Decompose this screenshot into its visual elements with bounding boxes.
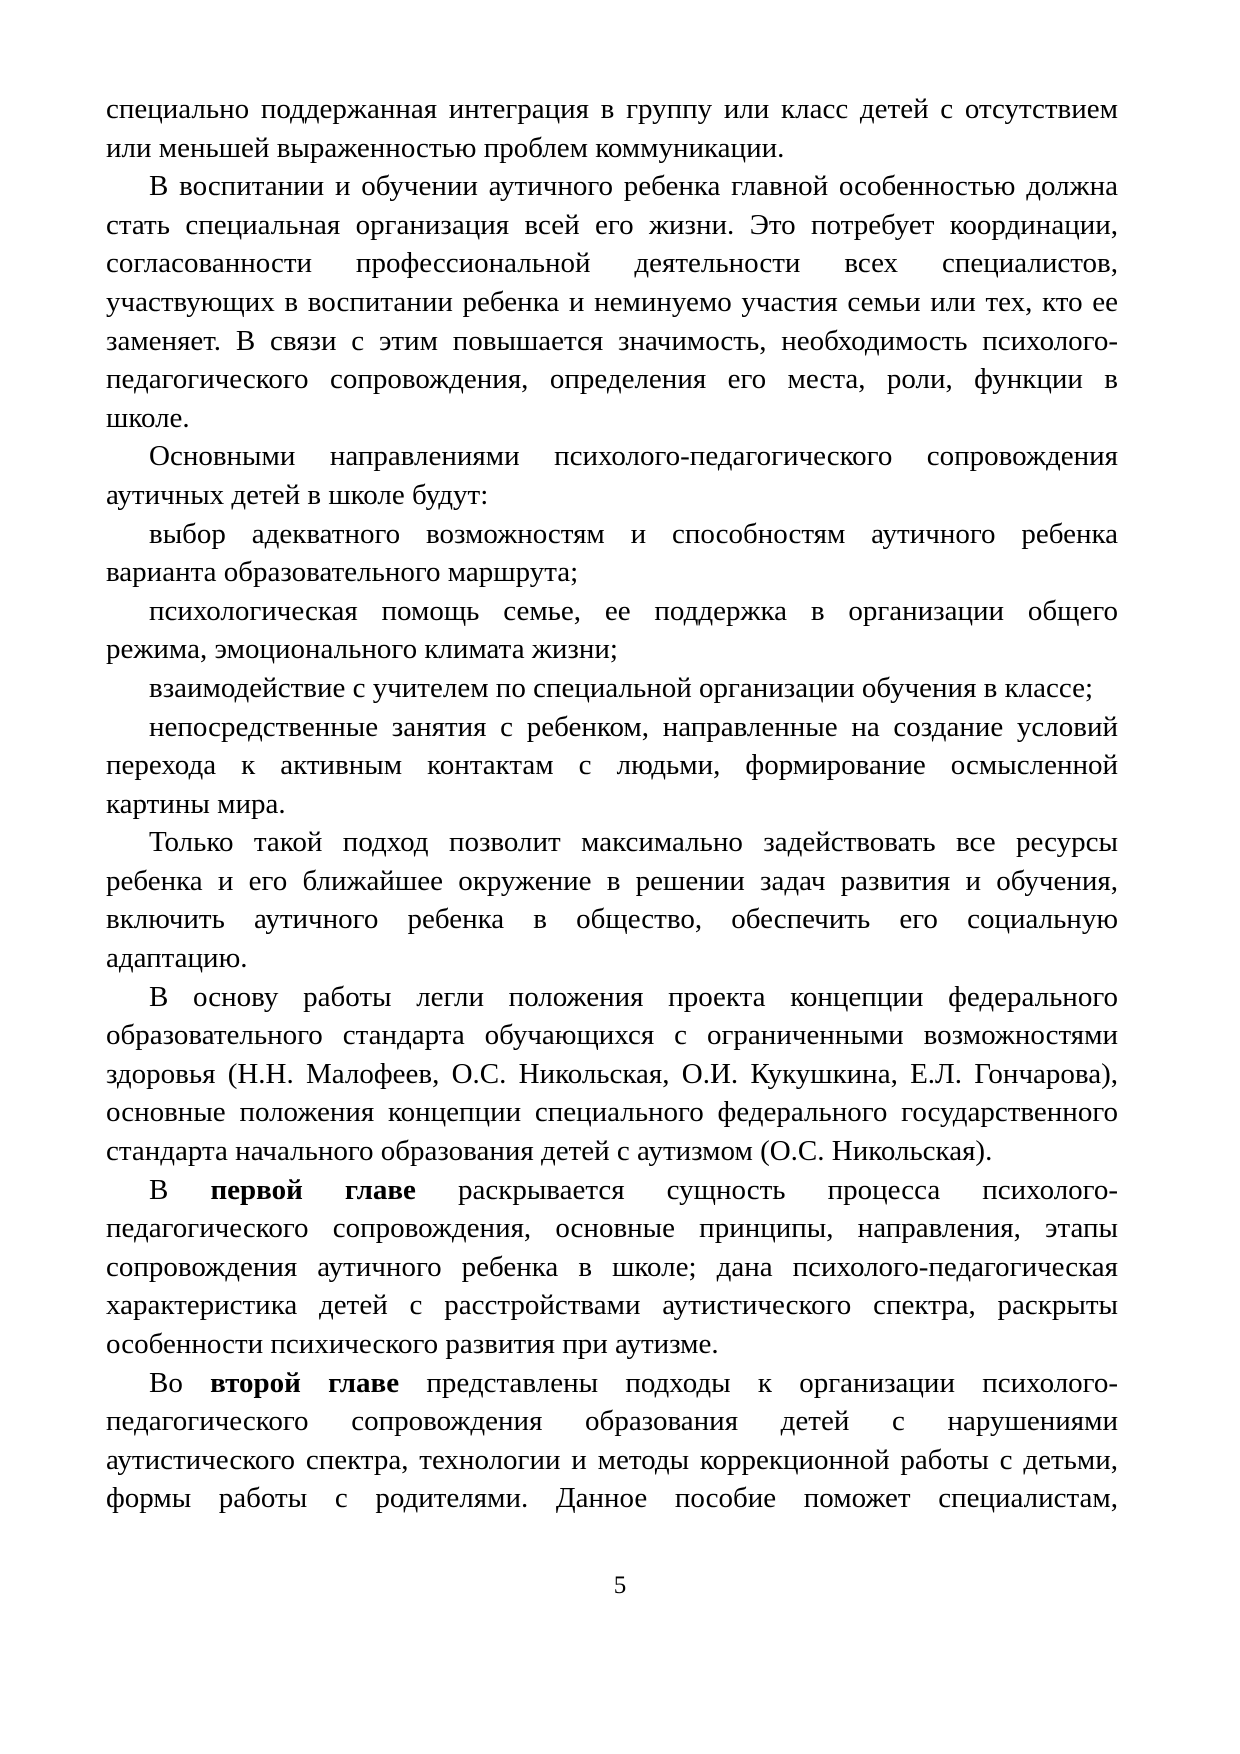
text-line	[106, 1093, 1118, 1132]
text-line	[106, 360, 1118, 399]
text-segment: представлены подходы к организации психолого-	[399, 1366, 1118, 1399]
text-line	[106, 900, 1118, 939]
text-segment: В основу работы легли положения проекта концепции федерального	[149, 980, 1118, 1013]
bold-text: второй главе	[210, 1366, 400, 1399]
text-segment: педагогического сопровождения, определения его места, роли, функции в	[106, 363, 1118, 396]
text-segment: В воспитании и обучении аутичного ребенка главной особенностью должна	[149, 170, 1118, 203]
text-segment: сопровождения аутичного ребенка в школе; дана психолого-педагогическая	[106, 1250, 1118, 1283]
text-segment: особенности психического развития при аутизме.	[106, 1328, 719, 1360]
text-line	[106, 1132, 1118, 1171]
text-segment: аутичных детей в школе будут:	[106, 478, 489, 511]
text-line	[106, 746, 1118, 785]
text-segment: раскрывается сущность процесса психолого-	[415, 1173, 1118, 1206]
page-number: 5	[613, 1572, 627, 1599]
text-line	[106, 1402, 1118, 1441]
text-segment: или меньшей выраженностью проблем коммуникации.	[106, 131, 785, 164]
text-segment: согласованности профессиональной деятельности всех специалистов,	[106, 247, 1118, 280]
text-segment: характеристика детей с расстройствами аутистического спектра, раскрыты	[106, 1289, 1118, 1322]
text-line	[106, 206, 1118, 245]
text-segment: стать специальная организация всей его жизни. Это потребует координации,	[106, 208, 1118, 241]
text-line	[106, 785, 1118, 824]
text-line	[106, 399, 1118, 438]
text-line	[106, 1286, 1118, 1325]
text-segment: включить аутичного ребенка в общество, обеспечить его социальную	[106, 903, 1118, 936]
text-line	[106, 1479, 1118, 1518]
text-line	[106, 592, 1118, 631]
text-line	[106, 1364, 1118, 1403]
text-line	[106, 1055, 1118, 1094]
text-segment: педагогического сопровождения образования детей с нарушениями	[106, 1405, 1118, 1438]
text-segment: участвующих в воспитании ребенка и неминуемо участия семьи или тех, кто ее	[106, 285, 1118, 318]
text-line	[106, 1441, 1118, 1480]
text-line	[106, 322, 1118, 361]
text-line	[106, 939, 1118, 978]
text-line	[106, 437, 1118, 476]
text-segment: Во	[149, 1366, 211, 1399]
text-segment: взаимодействие с учителем по специальной организации обучения в классе;	[149, 671, 1094, 704]
text-segment: здоровья (Н.Н. Малофеев, О.С. Никольская, О.И. Кукушкина, Е.Л. Гончарова),	[106, 1057, 1118, 1090]
text-segment: выбор адекватного возможностям и способностям аутичного ребенка	[149, 517, 1118, 550]
text-segment: ребенка и его ближайшее окружение в решении задач развития и обучения,	[106, 864, 1118, 897]
text-segment: стандарта начального образования детей с аутизмом (О.С. Никольская).	[106, 1135, 993, 1168]
text-segment: аутистического спектра, технологии и методы коррекционной работы с детьми,	[106, 1443, 1118, 1476]
text-line	[106, 553, 1118, 592]
text-segment: непосредственные занятия с ребенком, направленные на создание условий	[149, 710, 1118, 743]
text-segment: перехода к активным контактам с людьми, формирование осмысленной	[106, 749, 1118, 782]
text-segment: В	[149, 1173, 211, 1206]
text-line	[106, 90, 1118, 129]
text-segment: адаптацию.	[106, 942, 248, 975]
text-segment: варианта образовательного маршрута;	[106, 556, 579, 589]
text-line	[106, 823, 1118, 862]
text-line	[106, 1209, 1118, 1248]
text-line	[106, 1248, 1118, 1287]
text-segment: школе.	[106, 401, 190, 434]
text-line	[106, 1171, 1118, 1210]
text-segment: педагогического сопровождения, основные принципы, направления, этапы	[106, 1212, 1118, 1245]
text-line	[106, 708, 1118, 747]
text-segment: Только такой подход позволит максимально задействовать все ресурсы	[149, 826, 1118, 859]
text-segment: психологическая помощь семье, ее поддержка в организации общего	[149, 594, 1118, 627]
text-line	[106, 167, 1118, 206]
text-segment: режима, эмоционального климата жизни;	[106, 633, 618, 666]
text-segment: образовательного стандарта обучающихся с ограниченными возможностями	[106, 1019, 1118, 1052]
text-segment: Основными направлениями психолого-педагогического сопровождения	[149, 440, 1118, 473]
text-line	[106, 129, 1118, 168]
text-line	[106, 630, 1118, 669]
bold-text: первой главе	[210, 1173, 416, 1206]
text-segment: заменяет. В связи с этим повышается значимость, необходимость психолого-	[106, 324, 1118, 357]
text-line	[106, 1325, 1118, 1364]
text-segment: основные положения концепции специального федерального государственного	[106, 1096, 1118, 1129]
text-line	[106, 476, 1118, 515]
text-line	[106, 669, 1118, 708]
text-segment: специально поддержанная интеграция в группу или класс детей с отсутствием	[106, 93, 1118, 125]
text-line	[106, 515, 1118, 554]
text-segment: формы работы с родителями. Данное пособие поможет специалистам,	[106, 1482, 1118, 1515]
text-segment: картины мира.	[106, 787, 286, 820]
text-line	[106, 1016, 1118, 1055]
text-line	[106, 283, 1118, 322]
text-line	[106, 862, 1118, 901]
text-line	[106, 244, 1118, 283]
text-line	[106, 978, 1118, 1017]
document-body	[106, 90, 1118, 1518]
